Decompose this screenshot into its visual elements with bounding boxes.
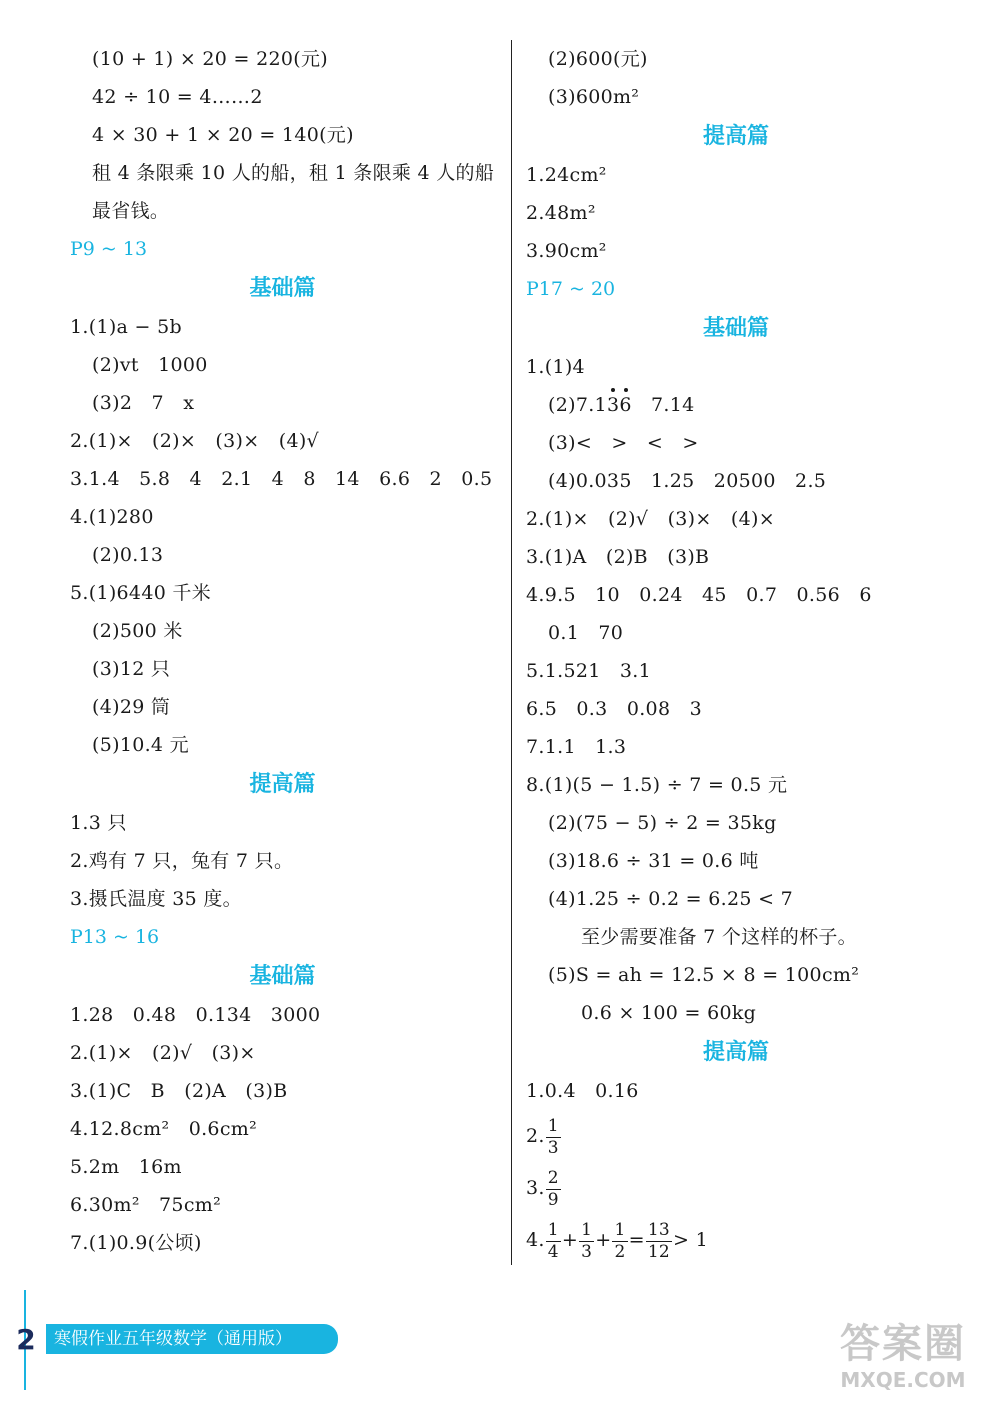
left-column	[70, 40, 495, 1262]
answer-line: 5.2m 16m	[70, 1156, 182, 1178]
answer-line: (4)1.25 ÷ 0.2 = 6.25 < 7	[548, 888, 794, 910]
answer-line: (2)(75 − 5) ÷ 2 = 35kg	[548, 812, 777, 834]
answer-line: 6.5 0.3 0.08 3	[526, 698, 703, 720]
answer-line: (2)600(元)	[548, 48, 648, 70]
answer-line: 2.(1)× (2)√ (3)×	[70, 1042, 256, 1064]
plus-sign: +	[561, 1229, 579, 1251]
answer-line: 7.1.1 1.3	[526, 736, 627, 758]
decimal-suffix: 7.14	[631, 394, 695, 416]
denominator: 3	[581, 1241, 593, 1262]
answer-line: 1.24cm²	[526, 164, 607, 186]
denominator: 9	[547, 1189, 559, 1210]
item-number: 2.	[526, 1125, 545, 1147]
answer-line: 4 × 30 + 1 × 20 = 140(元)	[92, 124, 354, 146]
page-range-ref: P9 ~ 13	[70, 238, 148, 260]
plus-sign: +	[595, 1229, 612, 1251]
answer-line: (4)0.035 1.25 20500 2.5	[548, 470, 827, 492]
repeat-dot-digit: 6	[619, 386, 631, 424]
watermark-url: MXQE.COM	[840, 1368, 966, 1392]
numerator: 1	[547, 1219, 559, 1240]
item-number: 3.	[526, 1177, 545, 1199]
answer-line: (2)500 米	[92, 620, 183, 642]
answer-line: 1.28 0.48 0.134 3000	[70, 1004, 321, 1026]
section-heading-advanced: 提高篇	[702, 1039, 769, 1065]
answer-line: 1.(1)a − 5b	[70, 316, 182, 338]
answer-line: 2.(1)× (2)× (3)× (4)√	[70, 430, 319, 452]
fraction	[612, 1219, 627, 1262]
answer-line-fraction	[526, 1110, 946, 1162]
denominator: 4	[547, 1241, 559, 1262]
answer-line: (10 + 1) × 20 = 220(元)	[92, 48, 328, 70]
answer-line: 3.(1)A (2)B (3)B	[526, 546, 710, 568]
numerator: 13	[647, 1219, 671, 1240]
denominator: 2	[614, 1241, 626, 1262]
page-number: 2	[16, 1323, 36, 1356]
watermark	[818, 1320, 988, 1400]
answer-line: 8.(1)(5 − 1.5) ÷ 7 = 0.5 元	[526, 774, 788, 796]
fraction	[546, 1115, 561, 1158]
answer-line: 3.(1)C B (2)A (3)B	[70, 1080, 288, 1102]
watermark-logo: 答案圈	[840, 1321, 966, 1367]
answer-line: (5)10.4 元	[92, 734, 189, 756]
numerator: 2	[547, 1167, 559, 1188]
answer-line: 3.90cm²	[526, 240, 607, 262]
answer-line: 0.1 70	[548, 622, 624, 644]
answer-line: 3.1.4 5.8 4 2.1 4 8 14 6.6 2 0.5	[70, 468, 493, 490]
page-range-ref: P13 ~ 16	[70, 926, 160, 948]
section-heading-advanced: 提高篇	[249, 771, 316, 797]
answer-line: 5.(1)6440 千米	[70, 582, 212, 604]
answer-line: (4)29 筒	[92, 696, 171, 718]
numerator: 1	[614, 1219, 626, 1240]
answer-line: (3)< > < >	[548, 432, 699, 454]
answer-line: (3)18.6 ÷ 31 = 0.6 吨	[548, 850, 759, 872]
answer-line-fraction	[526, 1162, 946, 1214]
section-heading-basic: 基础篇	[702, 315, 769, 341]
answer-line: (2)vt 1000	[92, 354, 208, 376]
fraction	[579, 1219, 594, 1262]
denominator: 12	[647, 1241, 671, 1262]
comparison: > 1	[673, 1229, 708, 1251]
page-range-ref: P17 ~ 20	[526, 278, 616, 300]
right-column	[526, 40, 946, 1266]
answer-line: 1.(1)4	[526, 356, 585, 378]
answer-line: (3)600m²	[548, 86, 640, 108]
answer-line: 6.30m² 75cm²	[70, 1194, 221, 1216]
answer-line: 2.鸡有 7 只，兔有 7 只。	[70, 850, 294, 872]
fraction	[546, 1219, 561, 1262]
answer-line: 0.6 × 100 = 60kg	[581, 1002, 757, 1024]
answer-line: 3.摄氏温度 35 度。	[70, 888, 242, 910]
repeat-dot-digit: 3	[607, 386, 619, 424]
section-heading-basic: 基础篇	[249, 275, 316, 301]
equals-sign: =	[628, 1229, 645, 1251]
answer-line-fraction-sum	[526, 1214, 946, 1266]
answer-line-repeating-decimal	[526, 386, 946, 424]
section-heading-basic: 基础篇	[249, 963, 316, 989]
decimal-prefix: (2)7.1	[548, 394, 607, 416]
answer-line: (5)S = ah = 12.5 × 8 = 100cm²	[548, 964, 860, 986]
answer-line: 7.(1)0.9(公顷)	[70, 1232, 202, 1254]
book-title-band: 寒假作业五年级数学（通用版）	[46, 1324, 338, 1354]
fraction	[546, 1167, 561, 1210]
answer-line: 4.9.5 10 0.24 45 0.7 0.56 6	[526, 584, 872, 606]
answer-line: 4.12.8cm² 0.6cm²	[70, 1118, 257, 1140]
answer-line: 1.3 只	[70, 812, 127, 834]
answer-line: 42 ÷ 10 = 4……2	[92, 86, 263, 108]
fraction	[646, 1219, 672, 1262]
answer-line: (3)12 只	[92, 658, 171, 680]
denominator: 3	[547, 1137, 559, 1158]
answer-line: (3)2 7 x	[92, 392, 195, 414]
numerator: 1	[581, 1219, 593, 1240]
answer-line: 1.0.4 0.16	[526, 1080, 639, 1102]
numerator: 1	[547, 1115, 559, 1136]
answer-line: 2.(1)× (2)√ (3)× (4)×	[526, 508, 775, 530]
column-divider	[511, 40, 512, 1265]
answer-paragraph: 租 4 条限乘 10 人的船，租 1 条限乘 4 人的船最省钱。	[92, 162, 495, 222]
answer-line: (2)0.13	[92, 544, 164, 566]
item-number: 4.	[526, 1229, 545, 1251]
answer-line: 2.48m²	[526, 202, 596, 224]
section-heading-advanced: 提高篇	[702, 123, 769, 149]
answer-line: 4.(1)280	[70, 506, 154, 528]
answer-line: 5.1.521 3.1	[526, 660, 652, 682]
answer-line: 至少需要准备 7 个这样的杯子。	[581, 926, 857, 948]
